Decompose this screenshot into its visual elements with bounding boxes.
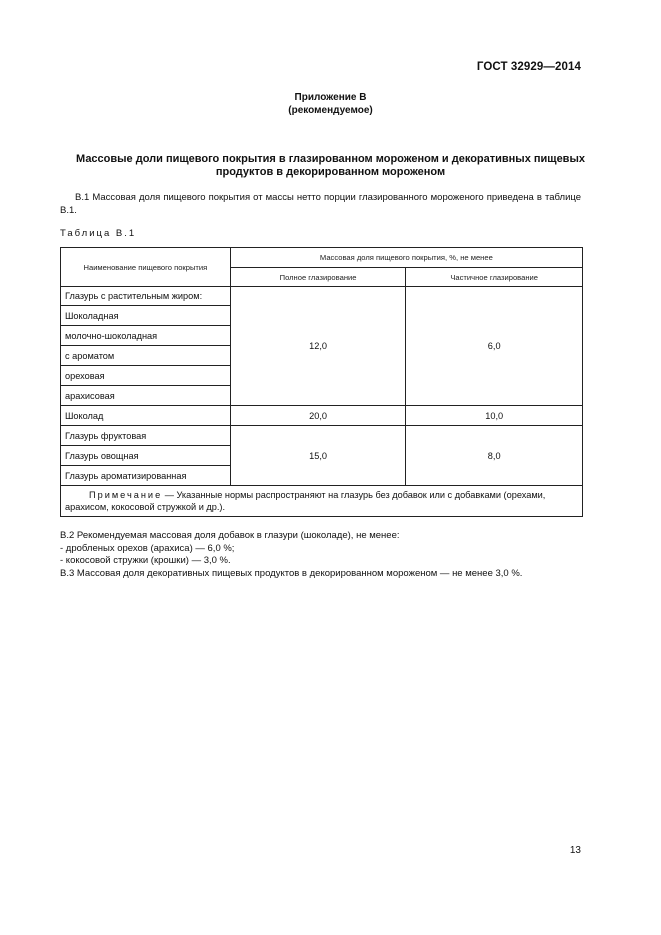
table-row-label: Глазурь с растительным жиром:: [61, 287, 231, 306]
paragraph-b1-text: В.1 Массовая доля пищевого покрытия от массы нетто порции глазированного мороженого приведена в таблице В.1.: [60, 192, 581, 216]
group3-partial-value: 8,0: [406, 426, 583, 486]
table-row-label: Глазурь фруктовая: [61, 426, 231, 446]
table-row-label: ореховая: [61, 366, 231, 386]
coating-table: [60, 247, 583, 517]
table-row-label: Шоколадная: [61, 306, 231, 326]
table-row-label: Глазурь ароматизированная: [61, 466, 231, 486]
table-note-label: Примечание: [89, 490, 163, 500]
page-number: 13: [569, 845, 581, 856]
paragraph-b3: В.3 Массовая доля декоративных пищевых продуктов в декорированном мороженом — не менее 3,0 %.: [60, 567, 523, 579]
group2-partial-value: 10,0: [406, 406, 583, 426]
paragraph-b2-b3: [60, 530, 600, 580]
annex-title: Приложение В: [294, 92, 367, 103]
table-row-label: с ароматом: [61, 346, 231, 366]
table-row-label: Шоколад: [61, 406, 231, 426]
header-full-glazing: Полное глазирование: [230, 268, 406, 287]
table-row-label: Глазурь овощная: [61, 446, 231, 466]
section-title: [40, 153, 621, 179]
table-note: [61, 486, 583, 517]
group3-full-value: 15,0: [230, 426, 406, 486]
paragraph-b2-intro: В.2 Рекомендуемая массовая доля добавок в глазури (шоколаде), не менее:: [60, 530, 400, 541]
group1-partial-value: 6,0: [406, 287, 583, 406]
paragraph-b2-item: - дробленых орехов (арахиса) — 6,0 %;: [60, 542, 235, 554]
table-row-label: арахисовая: [61, 386, 231, 406]
paragraph-b1: [60, 191, 581, 217]
table-row-label: молочно-шоколадная: [61, 326, 231, 346]
annex-subtitle: (рекомендуемое): [288, 105, 373, 116]
group1-full-value: 12,0: [230, 287, 406, 406]
section-title-line-1: Массовые доли пищевого покрытия в глазированном мороженом и декоративных пищевых: [76, 153, 585, 165]
header-coating-name: Наименование пищевого покрытия: [61, 248, 231, 287]
header-partial-glazing: Частичное глазирование: [406, 268, 583, 287]
document-id: ГОСТ 32929—2014: [476, 61, 581, 73]
table-caption: Таблица В.1: [60, 228, 137, 239]
header-mass-fraction: Массовая доля пищевого покрытия, %, не менее: [230, 248, 582, 268]
paragraph-b2-item: - кокосовой стружки (крошки) — 3,0 %.: [60, 555, 231, 566]
group2-full-value: 20,0: [230, 406, 406, 426]
annex-heading: [0, 91, 661, 117]
table-note-text: — Указанные нормы распространяют на глазурь без добавок или с добавками (орехами, арахисом, кокосовой стружкой и др.).: [65, 490, 546, 512]
section-title-line-2: продуктов в декорированном мороженом: [215, 166, 446, 178]
